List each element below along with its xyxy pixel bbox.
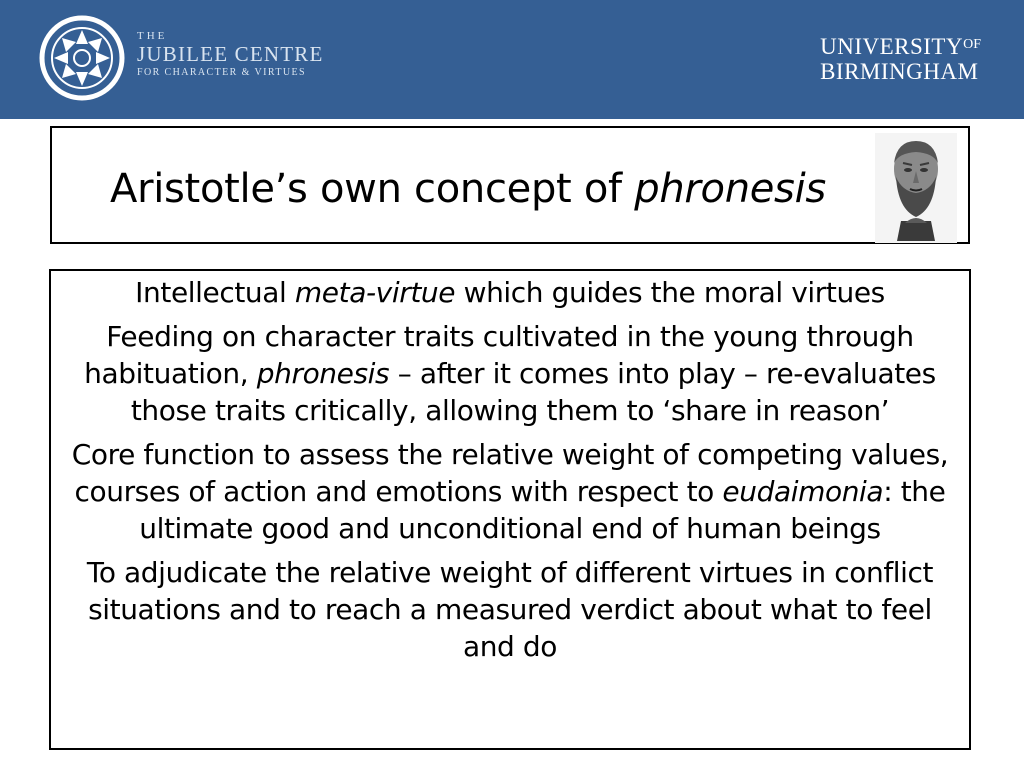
jubilee-centre-wordmark xyxy=(137,30,324,80)
content-box xyxy=(49,269,971,750)
university-line1: $UNIVERSITY^{OF}$ xyxy=(820,34,981,59)
logo-name: JUBILEE CENTRE xyxy=(137,42,324,66)
slide-title: Aristotle’s own concept of phronesis xyxy=(110,166,826,212)
logo-subtitle: FOR CHARACTER & VIRTUES xyxy=(137,67,306,78)
title-box xyxy=(50,126,970,244)
university-of-birmingham-logo xyxy=(820,32,981,84)
header-banner xyxy=(0,0,1024,119)
paragraph-adjudicate: To adjudicate the relative weight of different virtues in conflict situations and to reach a measured verdict about what to feel and do xyxy=(86,556,934,663)
paragraph-core-function: Core function to assess the relative weight of competing values, courses of action and emotions with respect to eudaimonia: the ultimate good and unconditional end of human beings xyxy=(71,438,949,545)
jubilee-centre-emblem-icon xyxy=(38,14,126,102)
paragraph-habituation: Feeding on character traits cultivated in the young through habituation, phronesis – after it comes into play – re-evaluates those traits critically, allowing them to ‘share in reason’ xyxy=(84,320,936,427)
paragraph-meta-virtue: Intellectual meta-virtue which guides the moral virtues xyxy=(135,276,885,309)
logo-the: THE xyxy=(137,30,168,42)
aristotle-bust-icon xyxy=(875,133,957,243)
university-line2: BIRMINGHAM xyxy=(820,59,979,84)
